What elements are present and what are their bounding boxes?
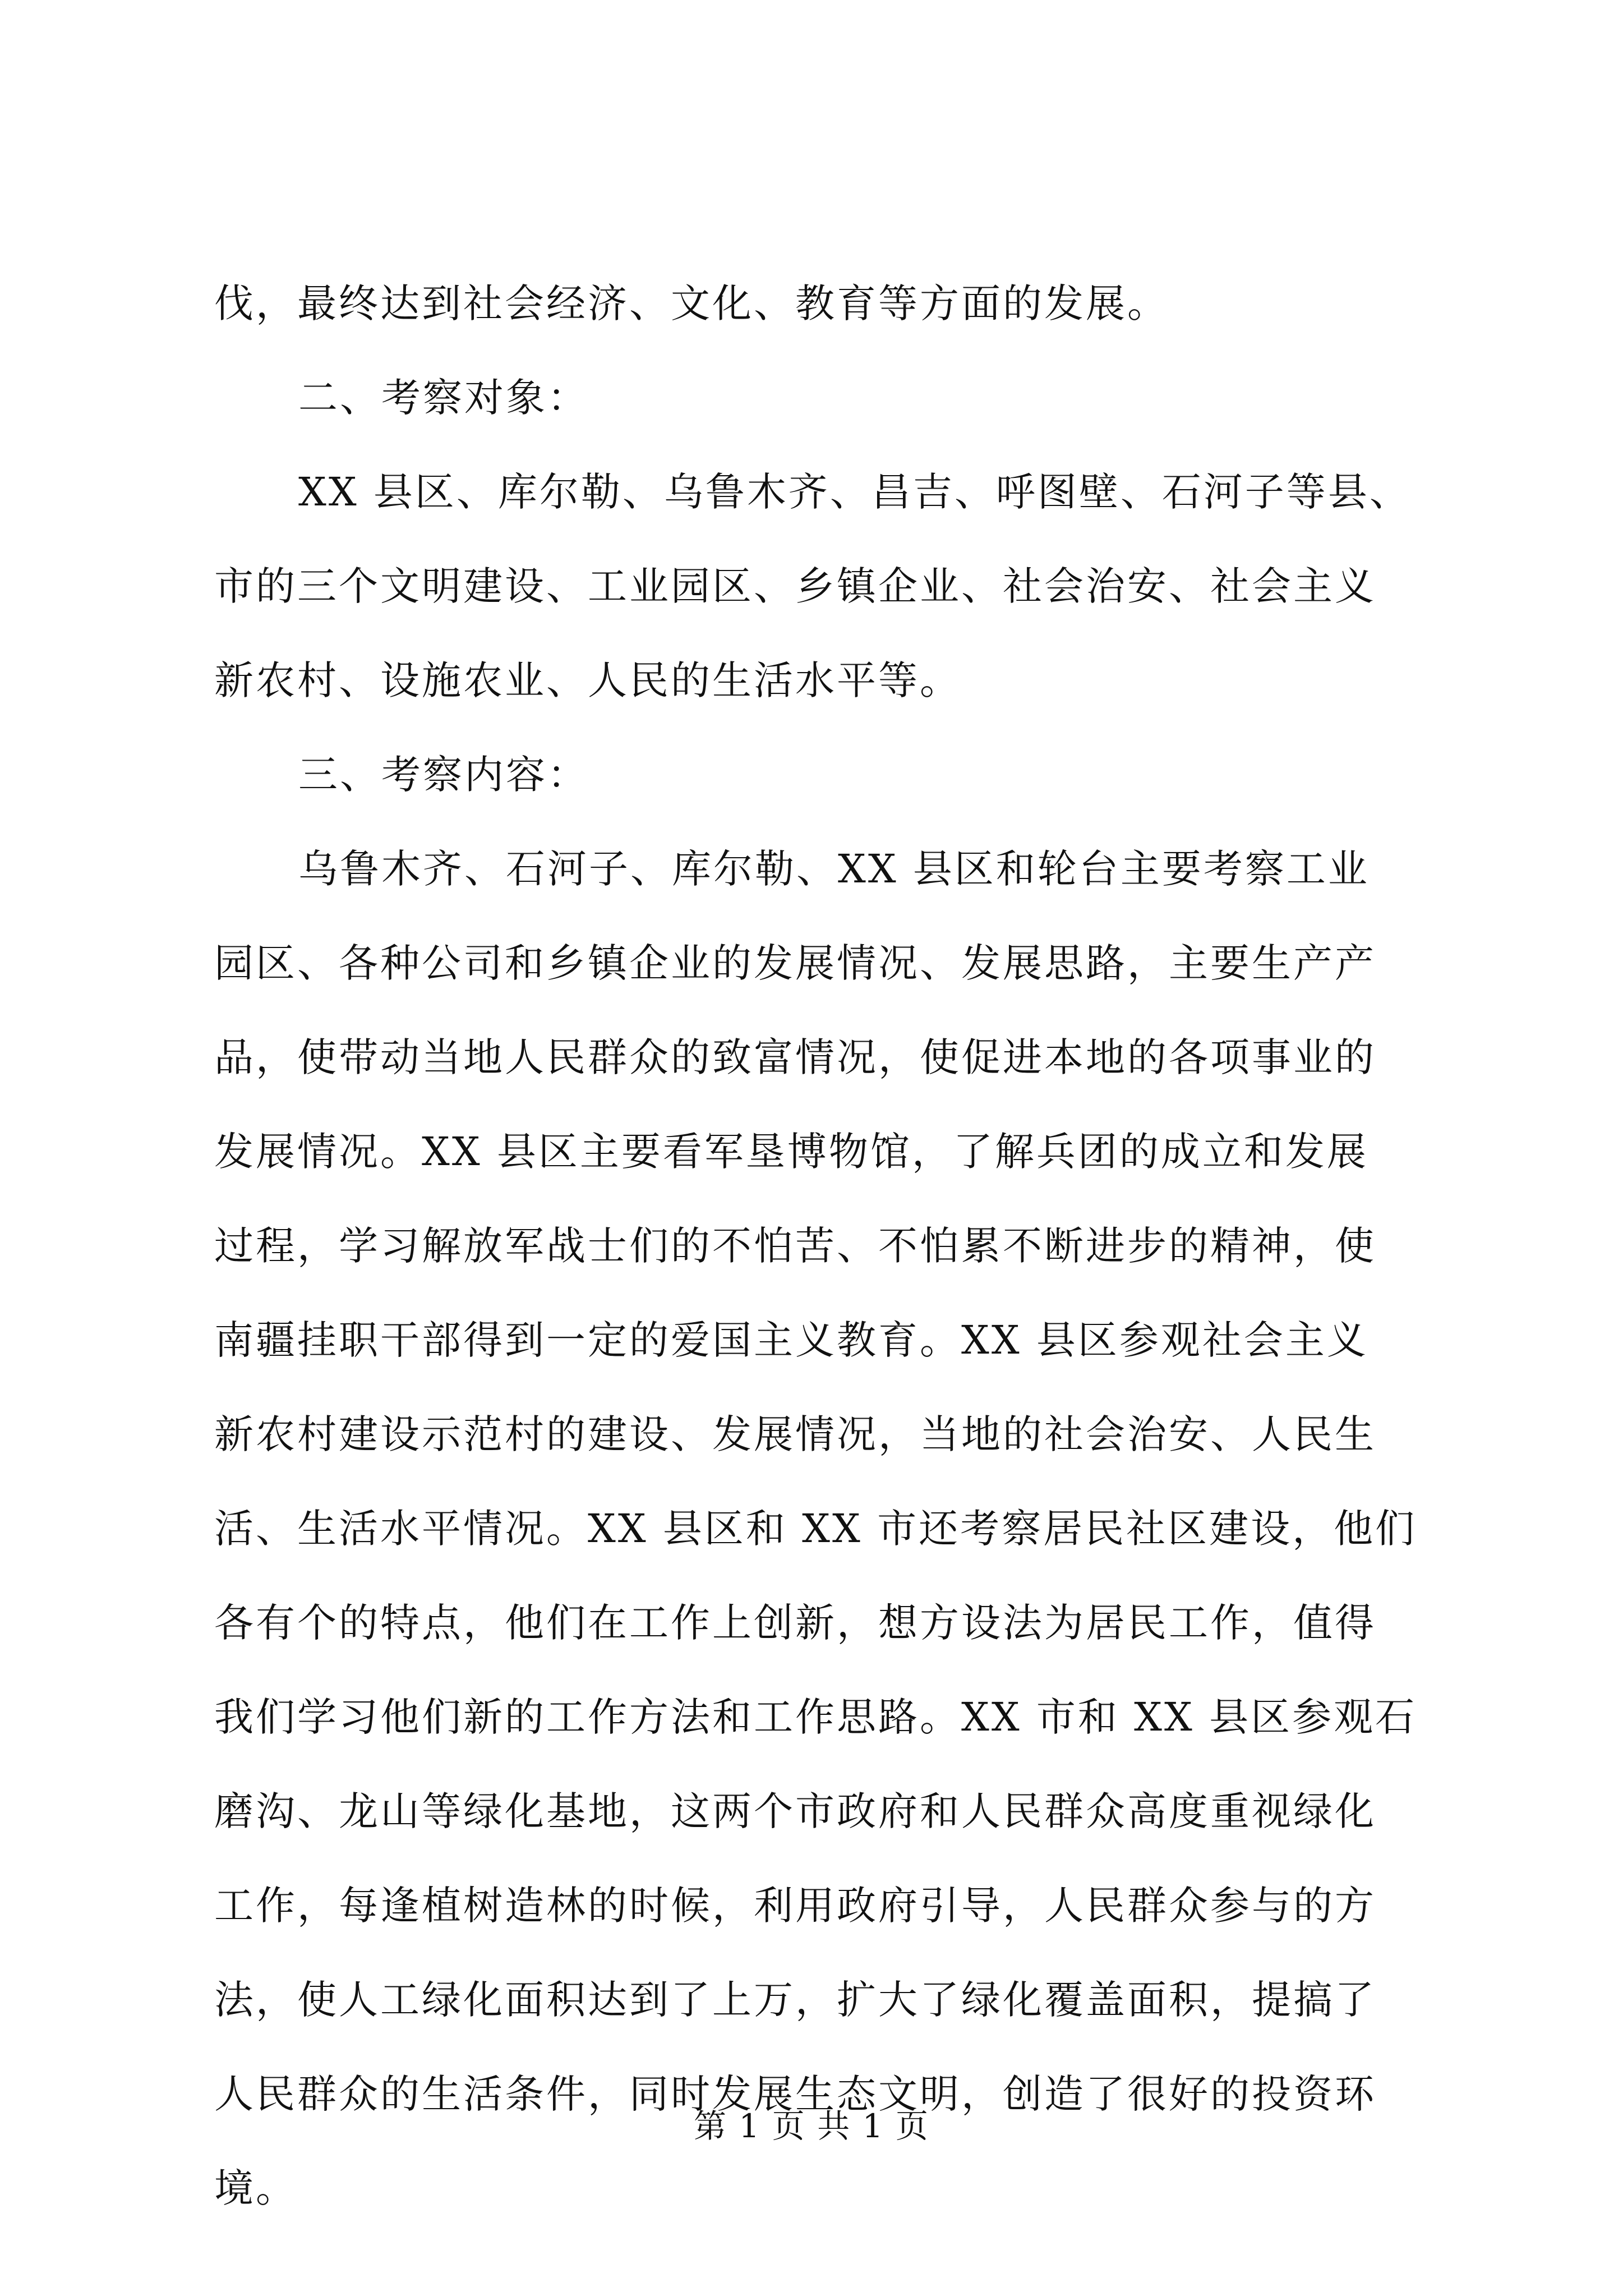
document-body [214,256,1420,2235]
text-line: 新农村建设示范村的建设、发展情况，当地的社会治安、人民生 [214,1411,1376,1457]
page-footer [0,2104,1623,2148]
page-number-label: 第 1 页 共 1 页 [694,2107,929,2145]
text-line: 过程，学习解放军战士们的不怕苦、不怕累不断进步的精神，使 [214,1223,1376,1269]
section-heading: 二、考察对象： [298,375,589,421]
text-line: 南疆挂职干部得到一定的爱国主义教育。XX 县区参观社会主义 [214,1317,1368,1363]
text-line: 工作，每逢植树造林的时候，利用政府引导，人民群众参与的方 [214,1883,1376,1929]
text-line: 法，使人工绿化面积达到了上万，扩大了绿化覆盖面积，提搞了 [214,1977,1376,2023]
text-line: 境。 [214,2165,297,2211]
text-line: 磨沟、龙山等绿化基地，这两个市政府和人民群众高度重视绿化 [214,1788,1376,1834]
text-line: XX 县区、库尔勒、乌鲁木齐、昌吉、呼图壁、石河子等县、 [298,469,1411,515]
text-line: 新农村、设施农业、人民的生活水平等。 [214,657,961,703]
text-line: 各有个的特点，他们在工作上创新，想方设法为居民工作，值得 [214,1600,1376,1646]
text-line: 乌鲁木齐、石河子、库尔勒、XX 县区和轮台主要考察工业 [298,846,1370,892]
text-line: 发展情况。XX 县区主要看军垦博物馆，了解兵团的成立和发展 [214,1129,1368,1175]
text-line: 人民群众的生活条件，同时发展生态文明，创造了很好的投资环 [214,2071,1376,2117]
text-line: 我们学习他们新的工作方法和工作思路。XX 市和 XX 县区参观石 [214,1694,1417,1740]
text-line: 品，使带动当地人民群众的致富情况，使促进本地的各项事业的 [214,1034,1376,1080]
section-heading: 三、考察内容： [298,752,589,798]
text-line: 伐，最终达到社会经济、文化、教育等方面的发展。 [214,280,1169,326]
text-line: 园区、各种公司和乡镇企业的发展情况、发展思路，主要生产产 [214,940,1376,986]
text-line: 市的三个文明建设、工业园区、乡镇企业、社会治安、社会主义 [214,563,1376,609]
text-line: 活、生活水平情况。XX 县区和 XX 市还考察居民社区建设，他们 [214,1506,1417,1552]
